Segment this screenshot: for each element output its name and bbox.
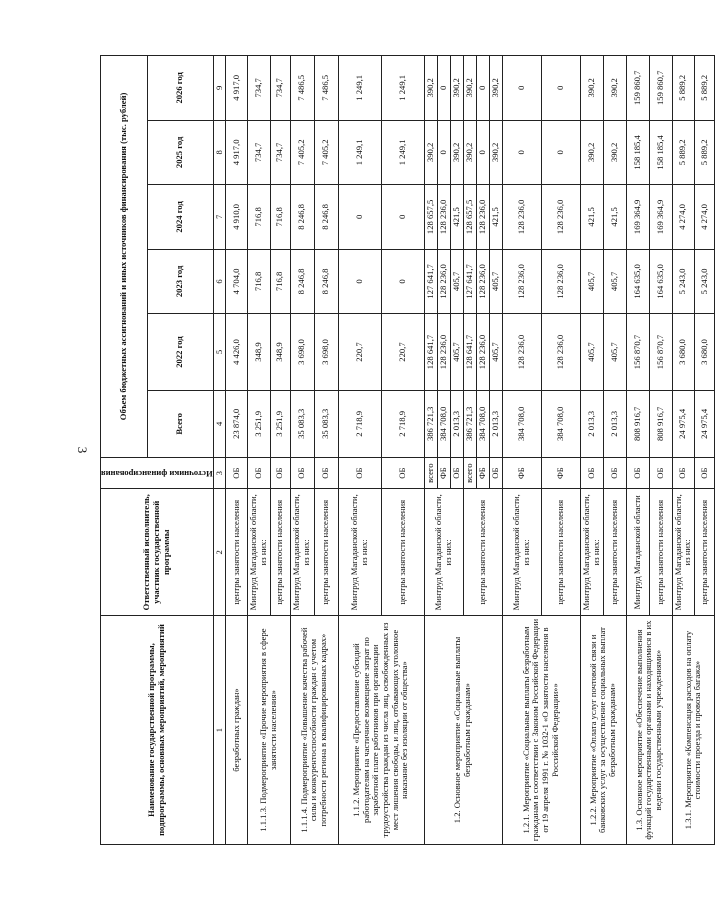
value-2024: 4 910,0 (226, 185, 248, 250)
value-2026: 0 (476, 56, 489, 121)
row-source: ФБ (502, 457, 541, 489)
value-2025: 5 889,2 (694, 120, 714, 185)
table-row (424, 56, 437, 845)
value-2025: 390,2 (603, 120, 626, 185)
value-2022: 405,7 (489, 314, 502, 391)
row-name: 1.1.1.3. Подмероприятие «Прочие мероприятия в сфере занятости населения» (248, 616, 290, 845)
value-2025: 734,7 (248, 120, 270, 185)
value-total: 35 083,3 (290, 390, 314, 457)
table-row (248, 56, 270, 845)
value-2022: 128 641,7 (463, 314, 476, 391)
value-2024: 128 236,0 (541, 185, 580, 250)
value-2024: 716,8 (270, 185, 290, 250)
value-total: 386 721,3 (424, 390, 437, 457)
row-name: 1.3. Основное мероприятие «Обеспечение выполнения функций государственными органами и находящимися в их ведении государственными учреждениями» (626, 616, 672, 845)
row-executor: Минтруд Магаданской области (626, 489, 649, 616)
value-2026: 5 889,2 (672, 56, 694, 121)
value-2022: 3 698,0 (290, 314, 314, 391)
value-2023: 716,8 (270, 249, 290, 314)
value-2024: 4 274,0 (694, 185, 714, 250)
value-2022: 128 236,0 (502, 314, 541, 391)
row-source: ОБ (489, 457, 502, 489)
value-2023: 127 641,7 (463, 249, 476, 314)
value-2022: 156 870,7 (649, 314, 672, 391)
col-index: 6 (213, 249, 226, 314)
value-2024: 421,5 (603, 185, 626, 250)
value-2022: 405,7 (450, 314, 463, 391)
row-executor: центры занятости населения (381, 489, 424, 616)
value-2026: 390,2 (450, 56, 463, 121)
header-volume: Объем бюджетных ассигнований и иных источников финансирования (тыс. рублей) (101, 56, 148, 458)
value-2026: 390,2 (424, 56, 437, 121)
value-2022: 156 870,7 (626, 314, 649, 391)
value-2023: 128 236,0 (437, 249, 450, 314)
row-name: 1.2. Основное мероприятие «Социальные выплаты безработным гражданам» (424, 616, 502, 845)
value-total: 2 013,3 (580, 390, 603, 457)
value-2024: 4 274,0 (672, 185, 694, 250)
value-2025: 7 405,2 (314, 120, 338, 185)
row-executor: центры занятости населения (226, 489, 248, 616)
value-2022: 4 426,0 (226, 314, 248, 391)
value-2023: 405,7 (603, 249, 626, 314)
value-2024: 128 236,0 (476, 185, 489, 250)
value-total: 384 708,0 (476, 390, 489, 457)
value-2022: 128 236,0 (476, 314, 489, 391)
value-2024: 169 364,9 (626, 185, 649, 250)
row-source: ОБ (270, 457, 290, 489)
value-2025: 390,2 (489, 120, 502, 185)
col-index: 5 (213, 314, 226, 391)
value-2025: 7 405,2 (290, 120, 314, 185)
row-source: ОБ (626, 457, 649, 489)
value-2026: 734,7 (270, 56, 290, 121)
value-total: 2 013,3 (450, 390, 463, 457)
row-executor: центры занятости населения (270, 489, 290, 616)
value-2024: 128 236,0 (437, 185, 450, 250)
table-row (290, 56, 314, 845)
row-executor: Минтруд Магаданской области, из них: (338, 489, 381, 616)
value-2026: 390,2 (580, 56, 603, 121)
row-executor: центры занятости населения (314, 489, 338, 616)
value-2024: 716,8 (248, 185, 270, 250)
value-2026: 7 486,5 (290, 56, 314, 121)
row-executor: Минтруд Магаданской области, из них: (672, 489, 694, 616)
value-2022: 220,7 (381, 314, 424, 391)
value-2022: 3 680,0 (672, 314, 694, 391)
value-2023: 405,7 (450, 249, 463, 314)
value-2025: 390,2 (463, 120, 476, 185)
row-source: ОБ (338, 457, 381, 489)
value-2023: 8 246,8 (314, 249, 338, 314)
value-2026: 1 249,1 (338, 56, 381, 121)
value-2023: 128 236,0 (476, 249, 489, 314)
row-name: безработных граждан» (226, 616, 248, 845)
value-total: 24 975,4 (672, 390, 694, 457)
value-total: 2 718,9 (381, 390, 424, 457)
value-total: 384 708,0 (541, 390, 580, 457)
table-row (338, 56, 381, 845)
row-source: ОБ (694, 457, 714, 489)
value-2023: 127 641,7 (424, 249, 437, 314)
row-source: ОБ (580, 457, 603, 489)
value-total: 384 708,0 (502, 390, 541, 457)
value-total: 2 013,3 (489, 390, 502, 457)
value-2023: 128 236,0 (541, 249, 580, 314)
row-name: 1.1.2. Мероприятие «Предоставление субсидий работодателям на частичное возмещение затрат по заработной плате работников при организации трудоустройства граждан из числа лиц, освобожденных из мест лишения свободы, и лиц, отбывающих уголовное наказание без изоляции от общества» (338, 616, 424, 845)
value-2026: 7 486,5 (314, 56, 338, 121)
value-2025: 0 (476, 120, 489, 185)
row-executor: Минтруд Магаданской области, из них: (580, 489, 603, 616)
value-2025: 390,2 (450, 120, 463, 185)
value-total: 808 916,7 (626, 390, 649, 457)
value-2026: 390,2 (489, 56, 502, 121)
row-name: 1.2.2. Мероприятие «Оплата услуг почтовой связи и банковских услуг за осуществление социальных выплат безработным гражданам» (580, 616, 626, 845)
row-source: ОБ (603, 457, 626, 489)
value-2026: 0 (437, 56, 450, 121)
value-2023: 164 635,0 (649, 249, 672, 314)
row-executor: центры занятости населения (603, 489, 626, 616)
value-total: 386 721,3 (463, 390, 476, 457)
column-index-row (213, 56, 226, 845)
row-source: ОБ (290, 457, 314, 489)
value-2026: 390,2 (603, 56, 626, 121)
value-total: 808 916,7 (649, 390, 672, 457)
row-source: всего (424, 457, 437, 489)
row-source: всего (463, 457, 476, 489)
value-2023: 0 (338, 249, 381, 314)
header-year-2025: 2025 год (147, 120, 213, 185)
table-row (502, 56, 541, 845)
value-2025: 5 889,2 (672, 120, 694, 185)
value-2026: 5 889,2 (694, 56, 714, 121)
value-2024: 169 364,9 (649, 185, 672, 250)
row-source: ОБ (381, 457, 424, 489)
value-2025: 734,7 (270, 120, 290, 185)
col-index: 4 (213, 390, 226, 457)
value-2026: 4 917,0 (226, 56, 248, 121)
value-2024: 421,5 (580, 185, 603, 250)
table-row (226, 56, 248, 845)
value-total: 23 874,0 (226, 390, 248, 457)
col-index: 8 (213, 120, 226, 185)
header-year-2024: 2024 год (147, 185, 213, 250)
value-2022: 3 698,0 (314, 314, 338, 391)
col-index: 1 (213, 616, 226, 845)
row-executor: центры занятости населения (541, 489, 580, 616)
value-total: 35 083,3 (314, 390, 338, 457)
row-executor: Минтруд Магаданской области, из них: (290, 489, 314, 616)
value-2024: 128 657,5 (424, 185, 437, 250)
header-year-total: Всего (147, 390, 213, 457)
value-total: 3 251,9 (248, 390, 270, 457)
table-row (626, 56, 649, 845)
value-2023: 0 (381, 249, 424, 314)
value-2022: 128 236,0 (437, 314, 450, 391)
col-index: 7 (213, 185, 226, 250)
value-total: 384 708,0 (437, 390, 450, 457)
row-executor: Минтруд Магаданской области, из них: (248, 489, 270, 616)
row-source: ОБ (314, 457, 338, 489)
value-2022: 128 641,7 (424, 314, 437, 391)
row-executor: Минтруд Магаданской области, из них: (502, 489, 541, 616)
budget-table (100, 55, 715, 845)
table-row (580, 56, 603, 845)
value-2026: 159 860,7 (649, 56, 672, 121)
header-source-text: Источники финансирования (101, 468, 213, 479)
value-2023: 405,7 (580, 249, 603, 314)
row-executor: центры занятости населения (649, 489, 672, 616)
value-total: 3 251,9 (270, 390, 290, 457)
value-2022: 405,7 (603, 314, 626, 391)
value-2025: 390,2 (424, 120, 437, 185)
value-2026: 1 249,1 (381, 56, 424, 121)
value-2023: 164 635,0 (626, 249, 649, 314)
value-2023: 5 243,0 (672, 249, 694, 314)
value-2023: 8 246,8 (290, 249, 314, 314)
row-source: ОБ (450, 457, 463, 489)
value-2022: 348,9 (248, 314, 270, 391)
value-2024: 0 (338, 185, 381, 250)
value-2025: 158 185,4 (649, 120, 672, 185)
value-2025: 0 (541, 120, 580, 185)
header-year-2026: 2026 год (147, 56, 213, 121)
header-year-2022: 2022 год (147, 314, 213, 391)
col-index: 3 (213, 457, 226, 489)
value-2023: 4 704,0 (226, 249, 248, 314)
value-2026: 0 (502, 56, 541, 121)
value-2026: 734,7 (248, 56, 270, 121)
row-executor: центры занятости населения (463, 489, 502, 616)
value-total: 2 718,9 (338, 390, 381, 457)
value-2023: 716,8 (248, 249, 270, 314)
header-source (101, 457, 214, 489)
value-2022: 220,7 (338, 314, 381, 391)
col-index: 2 (213, 489, 226, 616)
header-row-1 (101, 56, 148, 845)
row-source: ОБ (226, 457, 248, 489)
value-2024: 8 246,8 (314, 185, 338, 250)
value-2022: 405,7 (580, 314, 603, 391)
row-source: ФБ (541, 457, 580, 489)
row-executor: Минтруд Магаданской области, из них: (424, 489, 463, 616)
row-source: ФБ (437, 457, 450, 489)
page-number: 3 (75, 446, 90, 454)
value-total: 24 975,4 (694, 390, 714, 457)
value-2025: 390,2 (580, 120, 603, 185)
value-2025: 1 249,1 (338, 120, 381, 185)
value-2025: 158 185,4 (626, 120, 649, 185)
row-source: ОБ (672, 457, 694, 489)
value-2022: 348,9 (270, 314, 290, 391)
value-2025: 1 249,1 (381, 120, 424, 185)
value-2024: 421,5 (489, 185, 502, 250)
row-source: ОБ (248, 457, 270, 489)
value-2025: 0 (502, 120, 541, 185)
row-name: 1.1.1.4. Подмероприятие «Повышение качества рабочей силы и конкурентоспособности граждан с учетом потребности региона в квалифицированных кадрах» (290, 616, 338, 845)
value-2024: 421,5 (450, 185, 463, 250)
value-2024: 8 246,8 (290, 185, 314, 250)
value-total: 2 013,3 (603, 390, 626, 457)
value-2022: 128 236,0 (541, 314, 580, 391)
value-2025: 4 917,0 (226, 120, 248, 185)
value-2023: 128 236,0 (502, 249, 541, 314)
header-name: Наименование государственной программы, подпрограммы, основных мероприятий, мероприятий (101, 616, 214, 845)
value-2025: 0 (437, 120, 450, 185)
row-name: 1.2.1. Мероприятие «Социальные выплаты безработным гражданам в соответствии с Законом Российской Федерации от 19 апреля 1991 г. № 1032-1 «О занятости населения в Российской Федерации»» (502, 616, 580, 845)
header-year-2023: 2023 год (147, 249, 213, 314)
row-source: ФБ (476, 457, 489, 489)
row-executor: центры занятости населения (694, 489, 714, 616)
header-executor: Ответственный исполнитель, участник государственной программы (101, 489, 214, 616)
row-name: 1.3.1. Мероприятие «Компенсация расходов на оплату стоимости проезда и провоза багажа» (672, 616, 714, 845)
value-2024: 0 (381, 185, 424, 250)
value-2026: 0 (541, 56, 580, 121)
value-2023: 5 243,0 (694, 249, 714, 314)
value-2024: 128 657,5 (463, 185, 476, 250)
value-2026: 159 860,7 (626, 56, 649, 121)
value-2023: 405,7 (489, 249, 502, 314)
table-row (672, 56, 694, 845)
value-2026: 390,2 (463, 56, 476, 121)
value-2022: 3 680,0 (694, 314, 714, 391)
value-2024: 128 236,0 (502, 185, 541, 250)
row-source: ОБ (649, 457, 672, 489)
rotated-page-content (100, 55, 709, 845)
col-index: 9 (213, 56, 226, 121)
